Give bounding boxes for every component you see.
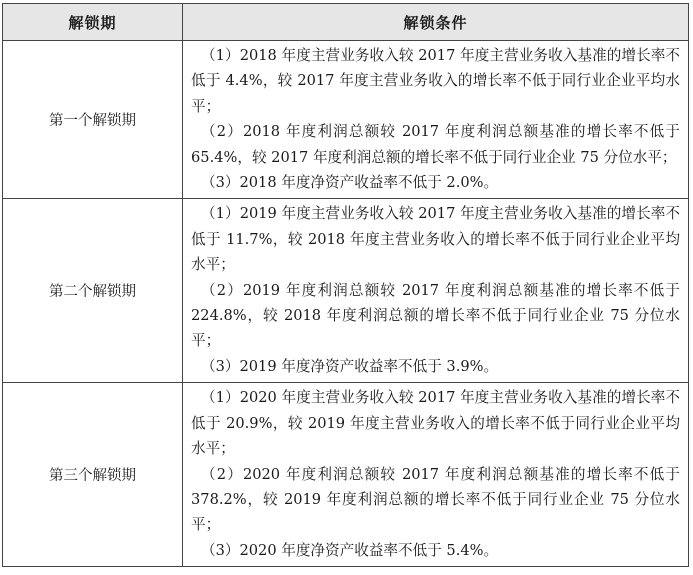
- condition-clause: （3）2019 年度净资产收益率不低于 3.9%。: [201, 357, 499, 375]
- condition-clause: （1）2020 年度主营业务收入较 2017 年度主营业务收入基准的增长率不低于 20.9%，较 2019 年度主营业务收入的增长率不低于同行业企业平均水平；: [191, 389, 680, 458]
- table-row: [3, 383, 689, 567]
- condition-clause: （1）2019 年度主营业务收入较 2017 年度主营业务收入基准的增长率不低于 11.7%，较 2018 年度主营业务收入的增长率不低于同行业企业平均水平；: [191, 205, 680, 274]
- table-row: [3, 199, 689, 383]
- header-unlock-conditions: 解锁条件: [183, 4, 689, 41]
- condition-clause: （3）2020 年度净资产收益率不低于 5.4%。: [201, 541, 499, 559]
- unlock-conditions-table: [2, 3, 689, 567]
- condition-clause: （3）2018 年度净资产收益率不低于 2.0%。: [201, 174, 499, 192]
- unlock-conditions-cell: [183, 41, 689, 199]
- unlock-period-cell: 第一个解锁期: [3, 41, 183, 199]
- unlock-period-cell: 第二个解锁期: [3, 199, 183, 383]
- unlock-period-cell: 第三个解锁期: [3, 383, 183, 567]
- condition-clause: （2）2020 年度利润总额较 2017 年度利润总额基准的增长率不低于 378.2%，较 2019 年度利润总额的增长率不低于同行业企业 75 分位水平；: [191, 465, 680, 534]
- table-header-row: [3, 4, 689, 41]
- unlock-conditions-table-container: [2, 3, 689, 567]
- condition-clause: （2）2018 年度利润总额较 2017 年度利润总额基准的增长率不低于 65.4%，较 2017 年度利润总额的增长率不低于同行业企业 75 分位水平；: [191, 123, 680, 166]
- unlock-conditions-cell: [183, 199, 689, 383]
- table-row: [3, 41, 689, 199]
- header-unlock-period: 解锁期: [3, 4, 183, 41]
- condition-clause: （2）2019 年度利润总额较 2017 年度利润总额基准的增长率不低于 224.8%，较 2018 年度利润总额的增长率不低于同行业企业 75 分位水平；: [191, 281, 680, 350]
- condition-clause: （1）2018 年度主营业务收入较 2017 年度主营业务收入基准的增长率不低于 4.4%，较 2017 年度主营业务收入的增长率不低于同行业企业平均水平；: [191, 47, 680, 115]
- unlock-conditions-cell: [183, 383, 689, 567]
